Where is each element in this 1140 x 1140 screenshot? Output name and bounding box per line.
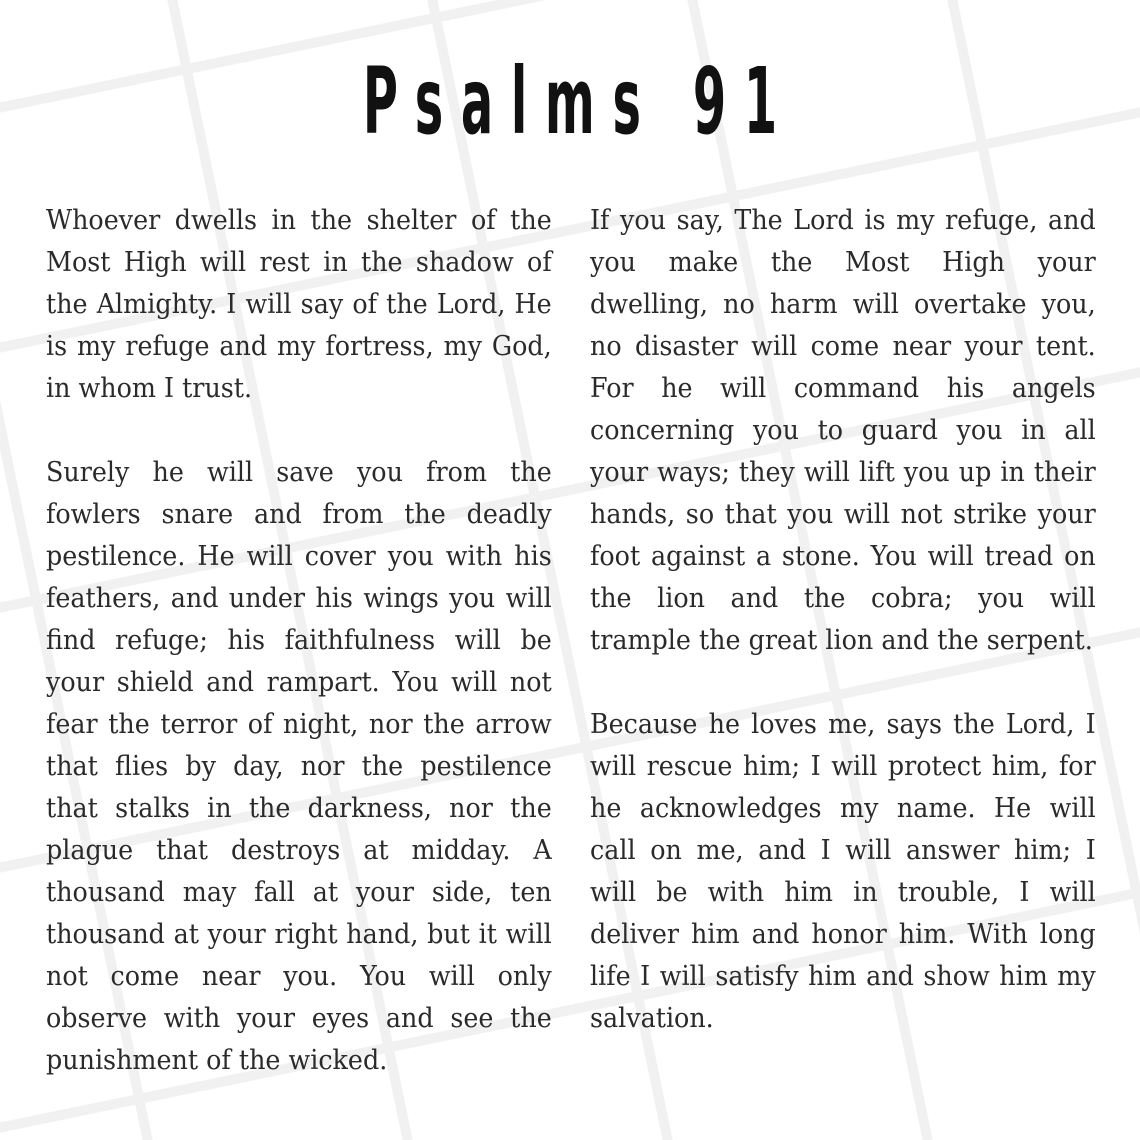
verse-paragraph: Surely he will save you from the fowlers snare and from the deadly pestilence. He will cover you with his feathers, and under his wings you will find refuge; his faithfulness will be your shield and rampart. You will not fear the terror of night, nor the arrow that flies by day, nor the pestilence that stalks in the darkness, nor the plague that destroys at midday. A thousand may fall at your side, ten thousand at your right hand, but it will not come near you. You will only observe with your eyes and see the punishment of the wicked.	[46, 457, 552, 1076]
verse-paragraph: Because he loves me, says the Lord, I will rescue him; I will protect him, for he acknowledges my name. He will call on me, and I will answer him; I will be with him in trouble, I will deliver him and honor him. With long life I will satisfy him and show him my salvation.	[590, 709, 1096, 1034]
verse-paragraph: Whoever dwells in the shelter of the Most High will rest in the shadow of the Almighty. I will say of the Lord, He is my refuge and my fortress, my God, in whom I trust.	[46, 205, 552, 404]
verse-paragraph: If you say, The Lord is my refuge, and you make the Most High your dwelling, no harm will overtake you, no disaster will come near your tent. For he will command his angels concerning you to guard you in all your ways; they will lift you up in their hands, so that you will not strike your foot against a stone. You will tread on the lion and the cobra; you will trample the great lion and the serpent.	[590, 205, 1096, 656]
left-column	[46, 200, 552, 1124]
right-column	[590, 200, 1096, 1082]
page-title: Psalms 91	[362, 48, 795, 155]
